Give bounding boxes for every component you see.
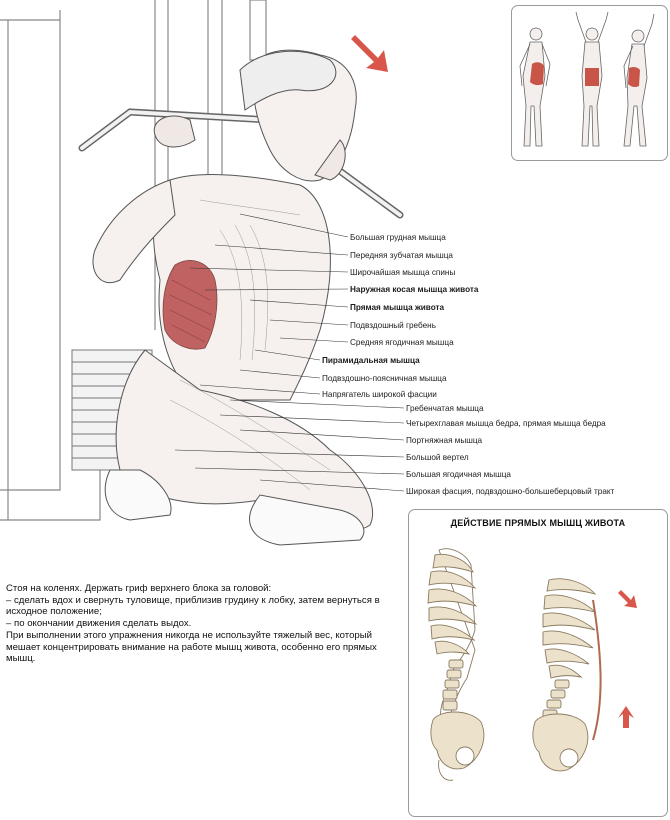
- inset-muscle-figures: [511, 5, 668, 161]
- label-sartorius: Портняжная мышца: [406, 436, 483, 445]
- kneeling-figure: [93, 50, 373, 545]
- label-external-oblique: Наружная косая мышца живота: [350, 285, 479, 294]
- description-line: – по окончании движения сделать выдох.: [6, 618, 192, 630]
- label-pyramidalis: Пирамидальная мышца: [322, 356, 420, 365]
- label-latissimus-dorsi: Широчайшая мышца спины: [350, 268, 456, 277]
- label-tensor-fasciae-latae: Напрягатель широкой фасции: [322, 390, 437, 399]
- arrow-up-icon: [618, 706, 634, 728]
- label-pectineus: Гребенчатая мышца: [406, 404, 484, 413]
- label-gluteus-medius: Средняя ягодичная мышца: [350, 338, 454, 347]
- label-serratus-anterior: Передняя зубчатая мышца: [350, 251, 453, 260]
- description-line: – сделать вдох и свернуть туловище, приблизив грудину к лобку, затем вернуться в исходное положение;: [6, 594, 380, 618]
- arrow-down-icon: [618, 590, 637, 608]
- label-gluteus-maximus: Большая ягодичная мышца: [406, 470, 511, 479]
- skeleton-illustration: [409, 510, 667, 816]
- label-greater-trochanter: Большой вертел: [406, 453, 469, 462]
- label-rectus-abdominis: Прямая мышца живота: [350, 303, 445, 312]
- label-iliac-crest: Подвздошный гребень: [350, 321, 436, 330]
- description-line: Стоя на коленях. Держать гриф верхнего блока за головой:: [6, 583, 272, 594]
- label-quadriceps: Четырехглавая мышца бедра, прямая мышца бедра: [406, 419, 606, 428]
- inset-title: ДЕЙСТВИЕ ПРЯМЫХ МЫШЦ ЖИВОТА: [450, 518, 626, 528]
- label-pectoralis-major: Большая грудная мышца: [350, 233, 446, 242]
- skeleton-right: [533, 579, 601, 771]
- inset-rectus-action: [408, 509, 668, 817]
- skeleton-left: [428, 549, 484, 780]
- arrow-down-right-icon: [351, 35, 388, 72]
- three-figures-illustration: [512, 6, 667, 160]
- label-iliotibial-tract: Широкая фасция, подвздошно-большеберцовый тракт: [406, 487, 615, 496]
- description-line: При выполнении этого упражнения никогда не используйте тяжелый вес, который мешает концентрировать внимание на работе мышц живота, особенно его прямых мышц.: [6, 629, 377, 665]
- exercise-description: [6, 583, 401, 665]
- label-iliopsoas: Подвздошно-поясничная мышца: [322, 374, 447, 383]
